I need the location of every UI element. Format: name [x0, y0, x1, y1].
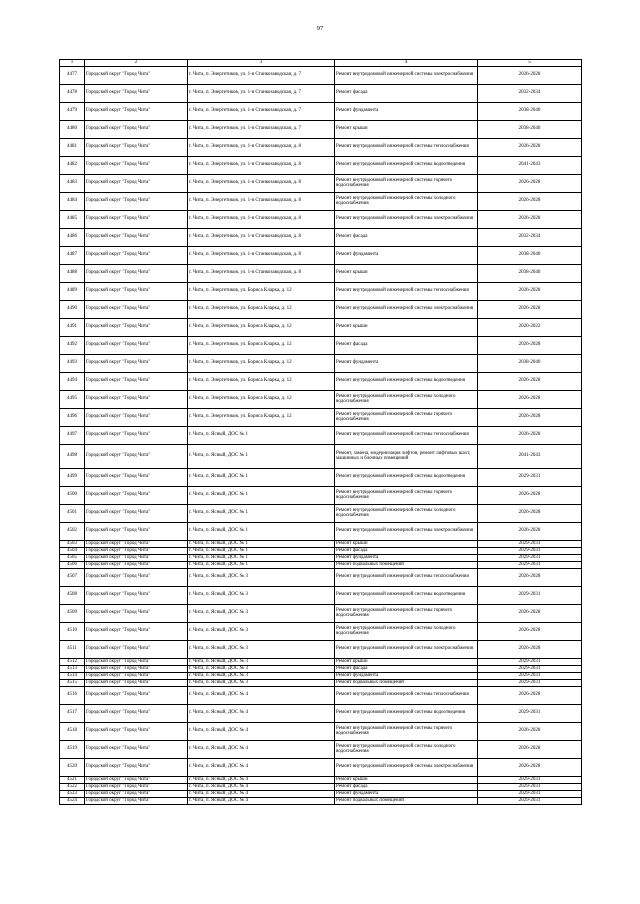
period-cell: 2038-2040 — [478, 102, 582, 120]
period-cell: 2026-2028 — [478, 138, 582, 156]
column-number: 3 — [188, 60, 335, 67]
row-number-cell: 4500 — [60, 486, 85, 504]
work-type-cell: Ремонт внутридомовой инженерной системы электроснабжения — [335, 66, 478, 84]
address-cell: г. Чита, п. Ясный, ДОС № 4 — [188, 758, 335, 776]
row-number-cell: 4513 — [60, 665, 85, 672]
period-cell: 2026-2028 — [478, 174, 582, 192]
table-row — [60, 300, 582, 318]
table-row — [60, 586, 582, 604]
period-cell: 2029-2031 — [478, 679, 582, 686]
page-number: 97 — [316, 25, 324, 32]
row-number-cell: 4521 — [60, 776, 85, 783]
table-row — [60, 672, 582, 679]
municipality-cell: Городской округ "Город Чита" — [85, 790, 188, 797]
municipality-cell: Городской округ "Город Чита" — [85, 540, 188, 547]
table-row — [60, 604, 582, 622]
address-cell: г. Чита, п. Ясный, ДОС № 1 — [188, 547, 335, 554]
work-type-cell: Ремонт фасада — [335, 547, 478, 554]
row-number-cell: 4483 — [60, 174, 85, 192]
period-cell: 2026-2028 — [478, 568, 582, 586]
table-row — [60, 776, 582, 783]
period-cell: 2026-2028 — [478, 522, 582, 540]
row-number-cell: 4508 — [60, 586, 85, 604]
table-row — [60, 547, 582, 554]
row-number-cell: 4515 — [60, 679, 85, 686]
work-type-cell: Ремонт внутридомовой инженерной системы теплоснабжения — [335, 568, 478, 586]
row-number-cell: 4480 — [60, 120, 85, 138]
table-row — [60, 758, 582, 776]
period-cell: 2029-2031 — [478, 665, 582, 672]
row-number-cell: 4493 — [60, 354, 85, 372]
table-row — [60, 192, 582, 210]
period-cell: 2029-2031 — [478, 540, 582, 547]
row-number-cell: 4524 — [60, 797, 85, 804]
work-type-cell: Ремонт фундамента — [335, 246, 478, 264]
work-type-cell: Ремонт фундамента — [335, 554, 478, 561]
work-type-cell: Ремонт внутридомовой инженерной системы холодного водоснабжения — [335, 192, 478, 210]
address-cell: г. Чита, п. Ясный, ДОС № 1 — [188, 486, 335, 504]
municipality-cell: Городской округ "Город Чита" — [85, 210, 188, 228]
work-type-cell: Ремонт крыши — [335, 540, 478, 547]
row-number-cell: 4481 — [60, 138, 85, 156]
municipality-cell: Городской округ "Город Чита" — [85, 390, 188, 408]
work-type-cell: Ремонт крыши — [335, 318, 478, 336]
table-row — [60, 210, 582, 228]
period-cell: 2038-2040 — [478, 120, 582, 138]
address-cell: г. Чита, п. Ясный, ДОС № 4 — [188, 797, 335, 804]
address-cell: г. Чита, п. Энергетиков, ул. Бориса Кларка, д. 12 — [188, 282, 335, 300]
table-row — [60, 102, 582, 120]
address-cell: г. Чита, п. Энергетиков, ул. 1-я Станкозаводская, д. 8 — [188, 228, 335, 246]
municipality-cell: Городской округ "Город Чита" — [85, 228, 188, 246]
table-row — [60, 740, 582, 758]
row-number-cell: 4477 — [60, 66, 85, 84]
row-number-cell: 4497 — [60, 426, 85, 444]
address-cell: г. Чита, п. Ясный, ДОС № 3 — [188, 640, 335, 658]
period-cell: 2029-2031 — [478, 783, 582, 790]
table-row — [60, 264, 582, 282]
address-cell: г. Чита, п. Ясный, ДОС № 4 — [188, 776, 335, 783]
work-type-cell: Ремонт внутридомовой инженерной системы водоотведения — [335, 586, 478, 604]
column-number: 4 — [335, 60, 478, 67]
work-type-cell: Ремонт внутридомовой инженерной системы электроснабжения — [335, 300, 478, 318]
address-cell: г. Чита, п. Энергетиков, ул. Бориса Кларка, д. 12 — [188, 390, 335, 408]
period-cell: 2026-2028 — [478, 486, 582, 504]
period-cell: 2029-2031 — [478, 561, 582, 568]
municipality-cell: Городской округ "Город Чита" — [85, 665, 188, 672]
table-row — [60, 408, 582, 426]
work-type-cell: Ремонт, замена, модернизация лифтов, ремонт лифтовых шахт, машинных и блочных помещений — [335, 444, 478, 468]
address-cell: г. Чита, п. Ясный, ДОС № 3 — [188, 679, 335, 686]
municipality-cell: Городской округ "Город Чита" — [85, 522, 188, 540]
municipality-cell: Городской округ "Город Чита" — [85, 797, 188, 804]
address-cell: г. Чита, п. Энергетиков, ул. 1-я Станкозаводская, д. 7 — [188, 120, 335, 138]
row-number-cell: 4503 — [60, 540, 85, 547]
table-row — [60, 686, 582, 704]
row-number-cell: 4511 — [60, 640, 85, 658]
row-number-cell: 4487 — [60, 246, 85, 264]
table-row — [60, 640, 582, 658]
row-number-cell: 4516 — [60, 686, 85, 704]
municipality-cell: Городской округ "Город Чита" — [85, 758, 188, 776]
work-type-cell: Ремонт крыши — [335, 120, 478, 138]
table-row — [60, 468, 582, 486]
period-cell: 2032-2034 — [478, 84, 582, 102]
work-type-cell: Ремонт внутридомовой инженерной системы водоотведения — [335, 372, 478, 390]
address-cell: г. Чита, п. Энергетиков, ул. 1-я Станкозаводская, д. 8 — [188, 210, 335, 228]
work-type-cell: Ремонт внутридомовой инженерной системы электроснабжения — [335, 758, 478, 776]
table-row — [60, 797, 582, 804]
table-row — [60, 486, 582, 504]
row-number-cell: 4512 — [60, 658, 85, 665]
address-cell: г. Чита, п. Ясный, ДОС № 4 — [188, 686, 335, 704]
row-number-cell: 4482 — [60, 156, 85, 174]
row-number-cell: 4498 — [60, 444, 85, 468]
column-number: 5 — [478, 60, 582, 67]
table-row — [60, 84, 582, 102]
period-cell: 2026-2028 — [478, 192, 582, 210]
work-type-cell: Ремонт внутридомовой инженерной системы теплоснабжения — [335, 282, 478, 300]
period-cell: 2029-2031 — [478, 547, 582, 554]
period-cell: 2032-2034 — [478, 228, 582, 246]
work-type-cell: Ремонт фасада — [335, 84, 478, 102]
period-cell: 2029-2031 — [478, 658, 582, 665]
municipality-cell: Городской округ "Город Чита" — [85, 156, 188, 174]
address-cell: г. Чита, п. Энергетиков, ул. 1-я Станкозаводская, д. 7 — [188, 84, 335, 102]
period-cell: 2029-2031 — [478, 468, 582, 486]
address-cell: г. Чита, п. Энергетиков, ул. 1-я Станкозаводская, д. 8 — [188, 156, 335, 174]
work-type-cell: Ремонт внутридомовой инженерной системы теплоснабжения — [335, 138, 478, 156]
row-number-cell: 4520 — [60, 758, 85, 776]
period-cell: 2026-2028 — [478, 66, 582, 84]
municipality-cell: Городской округ "Город Чита" — [85, 554, 188, 561]
table-row — [60, 228, 582, 246]
municipality-cell: Городской округ "Город Чита" — [85, 408, 188, 426]
municipality-cell: Городской округ "Город Чита" — [85, 486, 188, 504]
work-type-cell: Ремонт фасада — [335, 783, 478, 790]
work-type-cell: Ремонт подвальных помещений — [335, 797, 478, 804]
period-cell: 2026-2028 — [478, 372, 582, 390]
address-cell: г. Чита, п. Ясный, ДОС № 4 — [188, 722, 335, 740]
column-number: 2 — [85, 60, 188, 67]
row-number-cell: 4496 — [60, 408, 85, 426]
address-cell: г. Чита, п. Ясный, ДОС № 1 — [188, 504, 335, 522]
period-cell: 2026-2028 — [478, 622, 582, 640]
address-cell: г. Чита, п. Ясный, ДОС № 1 — [188, 468, 335, 486]
municipality-cell: Городской округ "Город Чита" — [85, 658, 188, 665]
row-number-cell: 4492 — [60, 336, 85, 354]
municipality-cell: Городской округ "Город Чита" — [85, 444, 188, 468]
address-cell: г. Чита, п. Ясный, ДОС № 4 — [188, 740, 335, 758]
work-type-cell: Ремонт внутридомовой инженерной системы холодного водоснабжения — [335, 740, 478, 758]
table-row — [60, 679, 582, 686]
table-row — [60, 522, 582, 540]
address-cell: г. Чита, п. Ясный, ДОС № 4 — [188, 704, 335, 722]
municipality-cell: Городской округ "Город Чита" — [85, 640, 188, 658]
municipality-cell: Городской округ "Город Чита" — [85, 568, 188, 586]
address-cell: г. Чита, п. Энергетиков, ул. Бориса Кларка, д. 12 — [188, 372, 335, 390]
municipality-cell: Городской округ "Город Чита" — [85, 282, 188, 300]
row-number-cell: 4489 — [60, 282, 85, 300]
table-row — [60, 156, 582, 174]
row-number-cell: 4494 — [60, 372, 85, 390]
address-cell: г. Чита, п. Ясный, ДОС № 4 — [188, 783, 335, 790]
table-row — [60, 665, 582, 672]
row-number-cell: 4502 — [60, 522, 85, 540]
row-number-cell: 4484 — [60, 192, 85, 210]
work-type-cell: Ремонт фасада — [335, 336, 478, 354]
row-number-cell: 4514 — [60, 672, 85, 679]
period-cell: 2029-2031 — [478, 790, 582, 797]
address-cell: г. Чита, п. Энергетиков, ул. Бориса Кларка, д. 12 — [188, 408, 335, 426]
period-cell: 2029-2031 — [478, 554, 582, 561]
address-cell: г. Чита, п. Ясный, ДОС № 3 — [188, 604, 335, 622]
work-type-cell: Ремонт внутридомовой инженерной системы водоотведения — [335, 468, 478, 486]
period-cell: 2026-2028 — [478, 758, 582, 776]
row-number-cell: 4510 — [60, 622, 85, 640]
table-row — [60, 372, 582, 390]
table-row — [60, 790, 582, 797]
table-row — [60, 390, 582, 408]
address-cell: г. Чита, п. Энергетиков, ул. Бориса Кларка, д. 12 — [188, 354, 335, 372]
period-cell: 2029-2031 — [478, 797, 582, 804]
period-cell: 2029-2031 — [478, 672, 582, 679]
row-number-cell: 4518 — [60, 722, 85, 740]
municipality-cell: Городской округ "Город Чита" — [85, 672, 188, 679]
table-row — [60, 444, 582, 468]
work-type-cell: Ремонт внутридомовой инженерной системы холодного водоснабжения — [335, 390, 478, 408]
work-type-cell: Ремонт крыши — [335, 264, 478, 282]
municipality-cell: Городской округ "Город Чита" — [85, 622, 188, 640]
municipality-cell: Городской округ "Город Чита" — [85, 300, 188, 318]
address-cell: г. Чита, п. Ясный, ДОС № 3 — [188, 622, 335, 640]
address-cell: г. Чита, п. Ясный, ДОС № 1 — [188, 444, 335, 468]
municipality-cell: Городской округ "Город Чита" — [85, 84, 188, 102]
work-type-cell: Ремонт крыши — [335, 658, 478, 665]
repair-schedule-table — [59, 59, 582, 805]
municipality-cell: Городской округ "Город Чита" — [85, 686, 188, 704]
municipality-cell: Городской округ "Город Чита" — [85, 318, 188, 336]
municipality-cell: Городской округ "Город Чита" — [85, 372, 188, 390]
municipality-cell: Городской округ "Город Чита" — [85, 561, 188, 568]
row-number-cell: 4507 — [60, 568, 85, 586]
row-number-cell: 4505 — [60, 554, 85, 561]
table-row — [60, 354, 582, 372]
work-type-cell: Ремонт фасада — [335, 228, 478, 246]
work-type-cell: Ремонт внутридомовой инженерной системы горячего водоснабжения — [335, 408, 478, 426]
period-cell: 2026-2028 — [478, 336, 582, 354]
table-row — [60, 783, 582, 790]
address-cell: г. Чита, п. Ясный, ДОС № 1 — [188, 540, 335, 547]
row-number-cell: 4490 — [60, 300, 85, 318]
period-cell: 2026-2028 — [478, 210, 582, 228]
period-cell: 2038-2040 — [478, 264, 582, 282]
address-cell: г. Чита, п. Энергетиков, ул. 1-я Станкозаводская, д. 7 — [188, 66, 335, 84]
period-cell: 2026-2028 — [478, 640, 582, 658]
period-cell: 2029-2031 — [478, 586, 582, 604]
municipality-cell: Городской округ "Город Чита" — [85, 547, 188, 554]
municipality-cell: Городской округ "Город Чита" — [85, 783, 188, 790]
table-row — [60, 246, 582, 264]
row-number-cell: 4479 — [60, 102, 85, 120]
municipality-cell: Городской округ "Город Чита" — [85, 468, 188, 486]
table-row — [60, 568, 582, 586]
period-cell: 2038-2040 — [478, 246, 582, 264]
period-cell: 2026-2028 — [478, 300, 582, 318]
table-row — [60, 658, 582, 665]
municipality-cell: Городской округ "Город Чита" — [85, 679, 188, 686]
table-row — [60, 554, 582, 561]
period-cell: 2026-2028 — [478, 390, 582, 408]
municipality-cell: Городской округ "Город Чита" — [85, 354, 188, 372]
address-cell: г. Чита, п. Ясный, ДОС № 1 — [188, 426, 335, 444]
row-number-cell: 4478 — [60, 84, 85, 102]
work-type-cell: Ремонт внутридомовой инженерной системы холодного водоснабжения — [335, 622, 478, 640]
work-type-cell: Ремонт фундамента — [335, 672, 478, 679]
work-type-cell: Ремонт подвальных помещений — [335, 561, 478, 568]
table-row — [60, 704, 582, 722]
address-cell: г. Чита, п. Ясный, ДОС № 3 — [188, 672, 335, 679]
table-row — [60, 504, 582, 522]
address-cell: г. Чита, п. Ясный, ДОС № 3 — [188, 586, 335, 604]
table-row — [60, 120, 582, 138]
address-cell: г. Чита, п. Ясный, ДОС № 1 — [188, 522, 335, 540]
municipality-cell: Городской округ "Город Чита" — [85, 192, 188, 210]
period-cell: 2026-2028 — [478, 740, 582, 758]
period-cell: 2026-2028 — [478, 282, 582, 300]
work-type-cell: Ремонт внутридомовой инженерной системы холодного водоснабжения — [335, 504, 478, 522]
work-type-cell: Ремонт подвальных помещений — [335, 679, 478, 686]
municipality-cell: Городской округ "Город Чита" — [85, 586, 188, 604]
work-type-cell: Ремонт внутридомовой инженерной системы горячего водоснабжения — [335, 486, 478, 504]
table-row — [60, 318, 582, 336]
table-row — [60, 622, 582, 640]
column-number: 1 — [60, 60, 85, 67]
table-row — [60, 66, 582, 84]
work-type-cell: Ремонт внутридомовой инженерной системы горячего водоснабжения — [335, 722, 478, 740]
period-cell: 2026-2028 — [478, 408, 582, 426]
municipality-cell: Городской округ "Город Чита" — [85, 426, 188, 444]
address-cell: г. Чита, п. Ясный, ДОС № 3 — [188, 568, 335, 586]
work-type-cell: Ремонт фундамента — [335, 354, 478, 372]
address-cell: г. Чита, п. Ясный, ДОС № 3 — [188, 665, 335, 672]
municipality-cell: Городской округ "Город Чита" — [85, 740, 188, 758]
municipality-cell: Городской округ "Город Чита" — [85, 174, 188, 192]
period-cell: 2029-2031 — [478, 776, 582, 783]
period-cell: 2026-2028 — [478, 504, 582, 522]
work-type-cell: Ремонт внутридомовой инженерной системы теплоснабжения — [335, 426, 478, 444]
municipality-cell: Городской округ "Город Чита" — [85, 776, 188, 783]
row-number-cell: 4491 — [60, 318, 85, 336]
work-type-cell: Ремонт фасада — [335, 665, 478, 672]
municipality-cell: Городской округ "Город Чита" — [85, 246, 188, 264]
work-type-cell: Ремонт крыши — [335, 776, 478, 783]
row-number-cell: 4495 — [60, 390, 85, 408]
table-row — [60, 336, 582, 354]
row-number-cell: 4488 — [60, 264, 85, 282]
municipality-cell: Городской округ "Город Чита" — [85, 66, 188, 84]
column-number-header-row — [60, 60, 582, 67]
table-row — [60, 426, 582, 444]
address-cell: г. Чита, п. Энергетиков, ул. Бориса Кларка, д. 12 — [188, 318, 335, 336]
row-number-cell: 4506 — [60, 561, 85, 568]
work-type-cell: Ремонт внутридомовой инженерной системы электроснабжения — [335, 640, 478, 658]
address-cell: г. Чита, п. Энергетиков, ул. 1-я Станкозаводская, д. 8 — [188, 246, 335, 264]
municipality-cell: Городской округ "Город Чита" — [85, 504, 188, 522]
work-type-cell: Ремонт фундамента — [335, 790, 478, 797]
period-cell: 2041-2043 — [478, 156, 582, 174]
row-number-cell: 4485 — [60, 210, 85, 228]
table-row — [60, 174, 582, 192]
work-type-cell: Ремонт внутридомовой инженерной системы водоотведения — [335, 156, 478, 174]
row-number-cell: 4499 — [60, 468, 85, 486]
work-type-cell: Ремонт внутридомовой инженерной системы горячего водоснабжения — [335, 174, 478, 192]
period-cell: 2026-2028 — [478, 426, 582, 444]
table-row — [60, 282, 582, 300]
table-row — [60, 722, 582, 740]
period-cell: 2026-2028 — [478, 722, 582, 740]
municipality-cell: Городской округ "Город Чита" — [85, 722, 188, 740]
municipality-cell: Городской округ "Город Чита" — [85, 102, 188, 120]
table-row — [60, 540, 582, 547]
row-number-cell: 4504 — [60, 547, 85, 554]
municipality-cell: Городской округ "Город Чита" — [85, 604, 188, 622]
table-row — [60, 138, 582, 156]
address-cell: г. Чита, п. Энергетиков, ул. 1-я Станкозаводская, д. 7 — [188, 102, 335, 120]
municipality-cell: Городской округ "Город Чита" — [85, 264, 188, 282]
period-cell: 2026-2028 — [478, 604, 582, 622]
row-number-cell: 4523 — [60, 790, 85, 797]
address-cell: г. Чита, п. Энергетиков, ул. 1-я Станкозаводская, д. 8 — [188, 174, 335, 192]
work-type-cell: Ремонт внутридомовой инженерной системы горячего водоснабжения — [335, 604, 478, 622]
row-number-cell: 4519 — [60, 740, 85, 758]
municipality-cell: Городской округ "Город Чита" — [85, 138, 188, 156]
work-type-cell: Ремонт внутридомовой инженерной системы теплоснабжения — [335, 686, 478, 704]
table-row — [60, 561, 582, 568]
row-number-cell: 4522 — [60, 783, 85, 790]
row-number-cell: 4486 — [60, 228, 85, 246]
period-cell: 2041-2043 — [478, 444, 582, 468]
address-cell: г. Чита, п. Энергетиков, ул. 1-я Станкозаводская, д. 8 — [188, 192, 335, 210]
address-cell: г. Чита, п. Ясный, ДОС № 1 — [188, 561, 335, 568]
row-number-cell: 4501 — [60, 504, 85, 522]
address-cell: г. Чита, п. Энергетиков, ул. Бориса Кларка, д. 12 — [188, 336, 335, 354]
municipality-cell: Городской округ "Город Чита" — [85, 120, 188, 138]
address-cell: г. Чита, п. Ясный, ДОС № 3 — [188, 658, 335, 665]
municipality-cell: Городской округ "Город Чита" — [85, 336, 188, 354]
work-type-cell: Ремонт внутридомовой инженерной системы электроснабжения — [335, 522, 478, 540]
row-number-cell: 4517 — [60, 704, 85, 722]
address-cell: г. Чита, п. Энергетиков, ул. 1-я Станкозаводская, д. 8 — [188, 264, 335, 282]
work-type-cell: Ремонт внутридомовой инженерной системы электроснабжения — [335, 210, 478, 228]
municipality-cell: Городской округ "Город Чита" — [85, 704, 188, 722]
period-cell: 2026-2028 — [478, 686, 582, 704]
address-cell: г. Чита, п. Ясный, ДОС № 4 — [188, 790, 335, 797]
address-cell: г. Чита, п. Энергетиков, ул. Бориса Кларка, д. 12 — [188, 300, 335, 318]
address-cell: г. Чита, п. Энергетиков, ул. 1-я Станкозаводская, д. 8 — [188, 138, 335, 156]
work-type-cell: Ремонт фундамента — [335, 102, 478, 120]
table-body — [60, 60, 582, 805]
row-number-cell: 4509 — [60, 604, 85, 622]
period-cell: 2029-2031 — [478, 704, 582, 722]
address-cell: г. Чита, п. Ясный, ДОС № 1 — [188, 554, 335, 561]
work-type-cell: Ремонт внутридомовой инженерной системы водоотведения — [335, 704, 478, 722]
period-cell: 2038-2040 — [478, 354, 582, 372]
period-cell: 2020-2022 — [478, 318, 582, 336]
